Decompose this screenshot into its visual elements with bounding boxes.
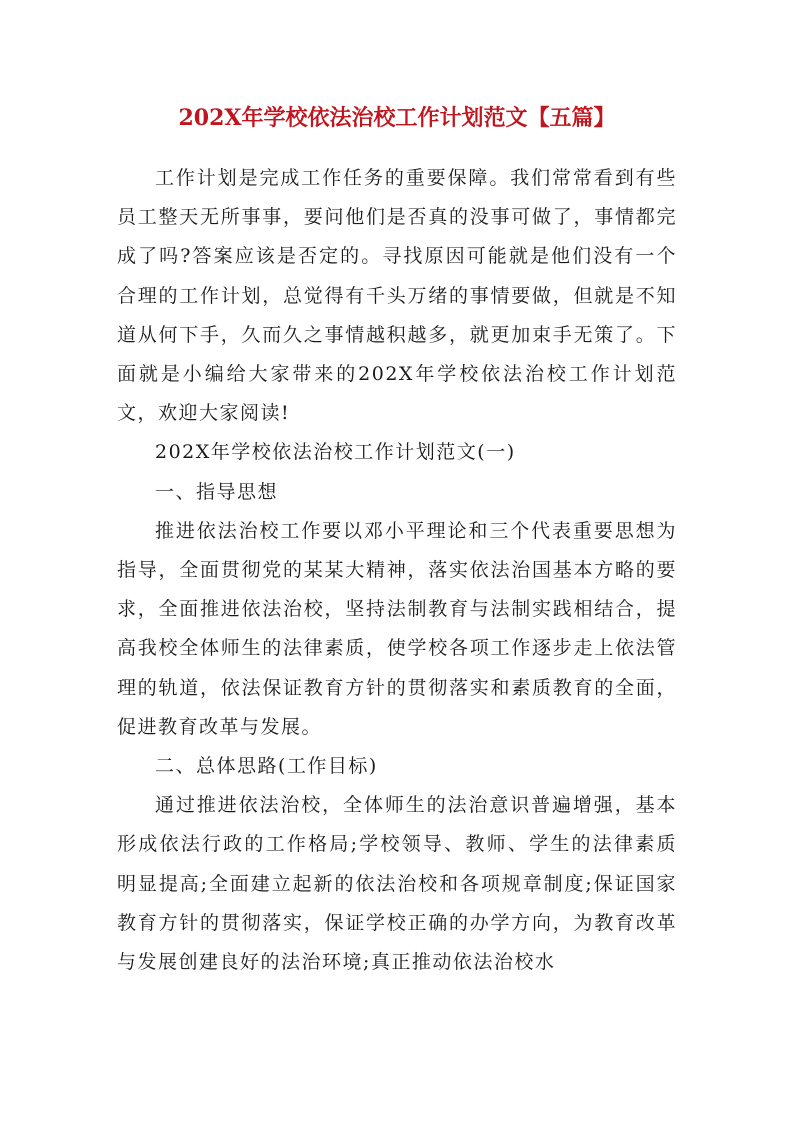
heading-overall-approach: 二、总体思路(工作目标) [155,755,378,778]
paragraph-overall-approach: 通过推进依法治校，全体师生的法治意识普遍增强，基本形成依法行政的工作格局;学校领导、教师、学生的法律素质明显提高;全面建立起新的依法治校和各项规章制度;保证国家教育方针的贯彻落实，保证学校正确的办学方向，为教育改革与发展创建良好的法治环境;真正推动依法治校水 [117,794,677,974]
document-body [117,159,677,982]
paragraph-guiding-ideology: 推进依法治校工作要以邓小平理论和三个代表重要思想为指导，全面贯彻党的某某大精神，落实依法治国基本方略的要求，全面推进依法治校，坚持法制教育与法制实践相结合，提高我校全体师生的法律素质，使学校各项工作逐步走上依法管理的轨道，依法保证教育方针的贯彻落实和素质教育的全面，促进教育改革与发展。 [117,519,677,738]
intro-paragraph: 工作计划是完成工作任务的重要保障。我们常常看到有些员工整天无所事事，要问他们是否真的没事可做了，事情都完成了吗?答案应该是否定的。寻找原因可能就是他们没有一个合理的工作计划，总觉得有千头万绪的事情要做，但就是不知道从何下手，久而久之事情越积越多，就更加束手无策了。下面就是小编给大家带来的202X年学校依法治校工作计划范文，欢迎大家阅读! [117,167,677,425]
section-title: 202X年学校依法治校工作计划范文(一) [155,441,516,464]
document-title: 202X年学校依法治校工作计划范文【五篇】 [178,105,616,131]
heading-guiding-ideology: 一、指导思想 [155,480,279,503]
